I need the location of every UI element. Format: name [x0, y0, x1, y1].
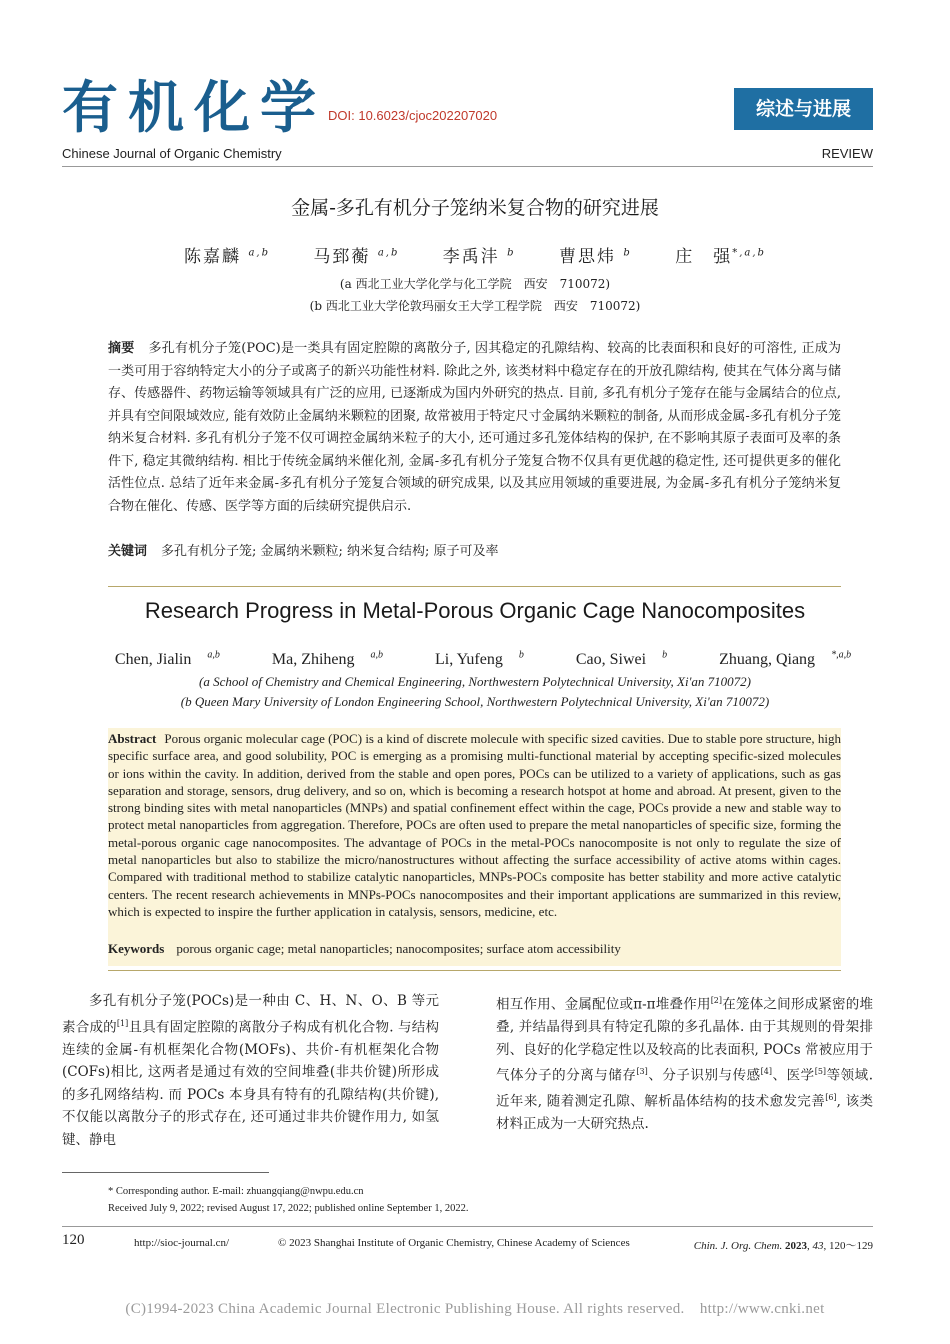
citation: Chin. J. Org. Chem. 2023, 43, 120～129 — [693, 1240, 873, 1252]
abstract-en-text: Porous organic molecular cage (POC) is a kind of discrete molecule with specific sized cavities. Due to stable pore structure, high specific surface area, and good solubility, POC is emerging as a promising multi-functional material by accepting specific-sized molecules or ions within the cavity. In addition, derived from the stable and open pores, POCs can be utilized to a variety of applications, such as gas separation and storage, sensors, drug delivery, and so on, which is becoming a research hotspot at home and abroad. At present, given to the strong binding sites with metal nanoparticles (MNPs) and spatial confinement effect within the cage, POCs provide a new and stable way to protect metal nanoparticles from aggregation. Therefore, POCs are often used to prepare the metal nanoparticles of specific size, forming the metal-porous organic cage nanocomposites. The advantage of POCs in the metal-POCs nanocomposite is not only to regulate the size of metal nanoparticles but also to stabilize the micro/nanostructures without affecting the surface accessibility of active atoms within cages. Compared with traditional method to stabilize catalytic nanoparticles, MNPs-POCs composite has better stability and more active catalytic centers. The recent research achievements in MNPs-POCs nanocomposites and their important applications are summarized in this review, which is expected to inspire the further application in catalysis, sensors, medicine, etc. — [108, 731, 841, 919]
author-cn: 马郅蘅 $^{a,b}$ — [313, 247, 400, 267]
keywords-cn-label: 关键词 — [108, 544, 148, 559]
body-column-right: 相互作用、金属配位或π-π堆叠作用[2]在笼体之间形成紧密的堆叠, 并结晶得到具有特定孔隙的多孔晶体. 由于其规则的骨架排列、良好的化学稳定性以及较高的比表面积, POCs 常被应用于气体分子的分离与储存[3]、分子识别与传感[4]、医学[5]等领域. 近年来, 随着测定孔隙、解析晶体结构的技术愈发完善[6], 该类材料正成为一大研究热点. — [496, 996, 874, 1132]
footnote-corresponding: * Corresponding author. E-mail: zhuangqiang@nwpu.edu.cn — [108, 1186, 364, 1197]
journal-name-en: Chinese Journal of Organic Chemistry — [62, 146, 282, 161]
author-list-en — [0, 650, 950, 669]
header-divider — [62, 166, 873, 167]
abstract-cn-label: 摘要 — [108, 341, 135, 356]
copyright: © 2023 Shanghai Institute of Organic Chemistry, Chinese Academy of Sciences — [278, 1237, 630, 1249]
keywords-en — [108, 941, 841, 957]
abstract-cn-text: 多孔有机分子笼(POC)是一类具有固定腔隙的离散分子, 因其稳定的孔隙结构、较高的比表面积和良好的可溶性, 正成为一类可用于容纳特定大小的分子或离子的新兴功能性材料. 除此之外, 该类材料中稳定存在的开放孔隙结构, 使其在气体分离与储存、传感器件、药物运输等领域具有广泛的应用, 已逐渐成为国内外研究的热点. 目前, 多孔有机分子笼存在能与金属结合的位点, 并具有空间限域效应, 能有效防止金属纳米颗粒的团聚, 故常被用于特定尺寸金属纳米颗粒的制备, 从而形成金属-多孔有机分子笼纳米复合材料. 多孔有机分子笼不仅可调控金属纳米粒子的大小, 还可通过多孔笼体结构的保护, 在不影响其原子表面可及率的条件下, 稳定其微纳结构. 相比于传统金属纳米催化剂, 金属-多孔有机分子笼复合物不仅具有更优越的稳定性, 还可提供更多的催化活性位点. 总结了近年来金属-多孔有机分子笼复合领域的研究成果, 以及其应用领域的重要进展, 为金属-多孔有机分子笼纳米复合物在催化、传感、医学等方面的后续研究提供启示. — [108, 341, 841, 514]
abstract-en — [108, 730, 841, 920]
article-title-cn: 金属-多孔有机分子笼纳米复合物的研究进展 — [291, 197, 659, 219]
author-cn: 陈嘉麟 $^{a,b}$ — [184, 247, 270, 267]
doi-link[interactable]: DOI: 10.6023/cjoc202207020 — [328, 108, 498, 123]
author-list-cn — [0, 242, 950, 267]
affiliation-cn-b: (b 西北工业大学伦敦玛丽女王大学工程学院 西安 710072) — [309, 299, 641, 313]
footnote-dates: Received July 9, 2022; revised August 17, 2022; published online September 1, 2022. — [108, 1203, 469, 1214]
abstract-cn — [108, 338, 841, 518]
section-label: REVIEW — [821, 146, 873, 161]
footnote-divider — [62, 1172, 269, 1173]
keywords-en-label: Keywords — [108, 941, 165, 956]
journal-url[interactable]: http://sioc-journal.cn/ — [134, 1237, 230, 1249]
article-title-en: Research Progress in Metal-Porous Organic Cage Nanocomposites — [144, 598, 806, 623]
journal-logo-cn: 有机化学 — [62, 75, 326, 141]
author-en: Li, Yufeng $^b$ — [435, 650, 524, 669]
keywords-en-text: porous organic cage; metal nanoparticles; nanocomposites; surface atom accessibility — [176, 941, 621, 956]
section-badge: 综述与进展 — [734, 88, 873, 130]
affiliation-cn-a: (a 西北工业大学化学与化工学院 西安 710072) — [339, 277, 611, 291]
author-cn: 李禹沣 $^b$ — [442, 247, 516, 267]
author-en: Ma, Zhiheng $^{a,b}$ — [271, 650, 384, 669]
author-en: Zhuang, Qiang $^{*,a,b}$ — [719, 650, 852, 669]
abstract-en-label: Abstract — [108, 731, 157, 746]
body-column-left: 多孔有机分子笼(POCs)是一种由 C、H、N、O、B 等元素合成的[1]且具有固定腔隙的离散分子构成有机化合物. 与结构连续的金属-有机框架化合物(MOFs)、共价-有机框架化合物(COFs)相比, 这两者是通过有效的空间堆叠(非共价键)所形成的多孔网络结构. 而 POCs 本身具有特有的孔隙结构(共价键), 不仅能以离散分子的形式存在, 还可通过非共价键作用力, 如氢键、静电 — [62, 993, 439, 1148]
affiliation-en-b: (b Queen Mary University of London Engineering School, Northwestern Polytechnical University, Xi'an 710072) — [180, 694, 770, 709]
author-en: Chen, Jialin $^{a,b}$ — [114, 650, 220, 669]
cnki-watermark: (C)1994-2023 China Academic Journal Electronic Publishing House. All rights reserved. http://www.cnki.net — [125, 1301, 825, 1317]
keywords-cn-text: 多孔有机分子笼; 金属纳米颗粒; 纳米复合结构; 原子可及率 — [161, 544, 499, 559]
affiliation-en-a: (a School of Chemistry and Chemical Engineering, Northwestern Polytechnical University, Xi'an 710072) — [199, 674, 751, 689]
keywords-cn — [108, 540, 499, 559]
author-cn: 曹思炜 $^b$ — [558, 247, 632, 267]
footer-divider — [62, 1226, 873, 1227]
page-number: 120 — [62, 1232, 85, 1248]
author-en: Cao, Siwei $^b$ — [575, 650, 668, 669]
author-cn: 庄 强$^{*,a,b}$ — [675, 247, 766, 267]
